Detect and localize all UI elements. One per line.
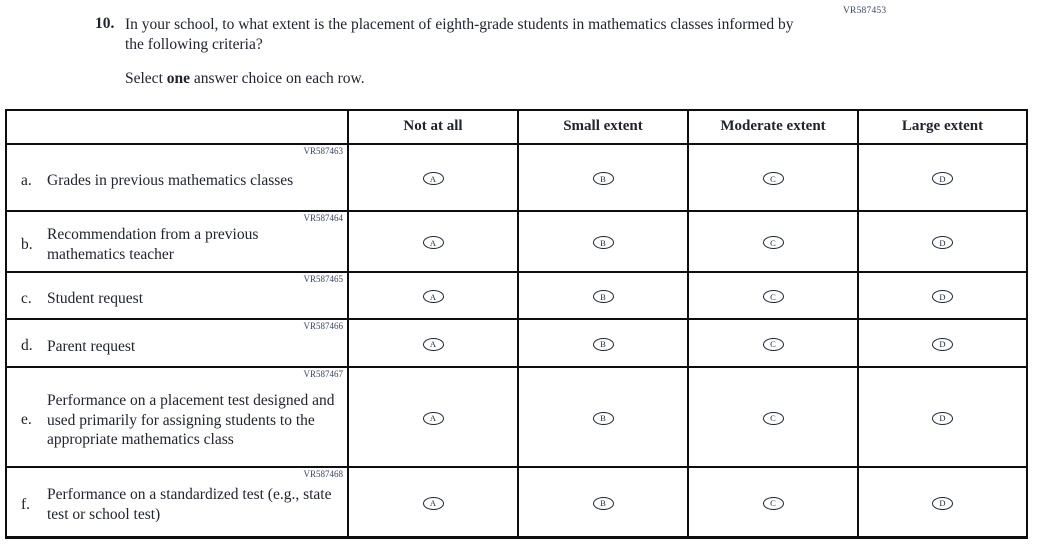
row-code: VR587463 [303, 146, 343, 156]
row-label: Parent request [47, 337, 136, 355]
column-header-large-extent: Large extent [858, 110, 1027, 144]
row-letter: c. [21, 289, 32, 307]
row-label: Performance on a standardized test (e.g., state test or school test) [47, 486, 332, 524]
row-letter: f. [21, 496, 31, 514]
answer-bubble-row-b-not-at-all[interactable]: A [423, 236, 444, 249]
instruction-prefix: Select [125, 69, 167, 87]
row-code: VR587467 [303, 369, 343, 379]
row-label: Student request [47, 290, 143, 308]
row-label: Grades in previous mathematics classes [47, 172, 294, 190]
row-label-cell [6, 319, 348, 367]
column-header-small-extent: Small extent [518, 110, 688, 144]
answer-cell [858, 144, 1027, 211]
row-label-cell [6, 144, 348, 211]
row-label-cell [6, 367, 348, 467]
answer-matrix-table [5, 109, 1028, 539]
answer-cell [518, 211, 688, 272]
answer-cell [858, 319, 1027, 367]
answer-cell [688, 367, 858, 467]
answer-bubble-row-a-large-extent[interactable]: D [932, 172, 953, 185]
question-instruction [125, 70, 835, 88]
answer-cell [348, 211, 518, 272]
answer-bubble-row-f-moderate-extent[interactable]: C [763, 497, 784, 510]
column-header-moderate-extent: Moderate extent [688, 110, 858, 144]
answer-cell [518, 319, 688, 367]
answer-cell [858, 367, 1027, 467]
answer-cell [518, 144, 688, 211]
answer-cell [688, 319, 858, 367]
answer-bubble-row-f-not-at-all[interactable]: A [423, 497, 444, 510]
row-letter: d. [21, 337, 33, 355]
form-code-top: VR587453 [843, 6, 887, 16]
answer-bubble-row-c-moderate-extent[interactable]: C [763, 290, 784, 303]
answer-bubble-row-b-large-extent[interactable]: D [932, 236, 953, 249]
answer-bubble-row-d-moderate-extent[interactable]: C [763, 338, 784, 351]
table-row [6, 367, 1027, 467]
answer-bubble-row-c-small-extent[interactable]: B [593, 290, 614, 303]
answer-bubble-row-d-not-at-all[interactable]: A [423, 338, 444, 351]
instruction-suffix: answer choice on each row. [190, 69, 365, 87]
row-label: Performance on a placement test designed and used primarily for assigning students to the appropriate mathematics class [47, 391, 335, 449]
row-code: VR587464 [303, 213, 343, 223]
answer-cell [518, 367, 688, 467]
answer-cell [348, 467, 518, 537]
row-code: VR587466 [303, 321, 343, 331]
row-letter: b. [21, 235, 33, 253]
header-row [6, 110, 1027, 144]
answer-bubble-row-a-small-extent[interactable]: B [593, 172, 614, 185]
answer-bubble-row-f-small-extent[interactable]: B [593, 497, 614, 510]
answer-cell [348, 367, 518, 467]
question-block [95, 15, 835, 88]
answer-bubble-row-c-not-at-all[interactable]: A [423, 290, 444, 303]
column-header-not-at-all: Not at all [348, 110, 518, 144]
instruction-bold-word: one [166, 69, 190, 87]
answer-bubble-row-e-small-extent[interactable]: B [593, 412, 614, 425]
table-row [6, 211, 1027, 272]
header-empty-cell [6, 110, 348, 144]
row-code: VR587465 [303, 274, 343, 284]
row-label-cell [6, 467, 348, 537]
answer-bubble-row-e-large-extent[interactable]: D [932, 412, 953, 425]
table-row [6, 272, 1027, 319]
row-code: VR587468 [303, 469, 343, 479]
table-row [6, 144, 1027, 211]
question-text: In your school, to what extent is the placement of eighth-grade students in mathematics classes informed by the following criteria? [125, 16, 794, 54]
table-row [6, 467, 1027, 537]
row-label: Recommendation from a previous mathematics teacher [47, 226, 259, 263]
answer-bubble-row-b-small-extent[interactable]: B [593, 236, 614, 249]
answer-cell [688, 144, 858, 211]
answer-bubble-row-b-moderate-extent[interactable]: C [763, 236, 784, 249]
answer-cell [858, 467, 1027, 537]
table-row [6, 319, 1027, 367]
row-label-cell [6, 272, 348, 319]
answer-bubble-row-d-small-extent[interactable]: B [593, 338, 614, 351]
answer-bubble-row-a-not-at-all[interactable]: A [423, 172, 444, 185]
answer-cell [688, 272, 858, 319]
answer-bubble-row-c-large-extent[interactable]: D [932, 290, 953, 303]
answer-cell [688, 211, 858, 272]
answer-cell [348, 144, 518, 211]
answer-bubble-row-e-not-at-all[interactable]: A [423, 412, 444, 425]
answer-cell [688, 467, 858, 537]
answer-cell [858, 272, 1027, 319]
row-letter: e. [21, 411, 32, 429]
answer-bubble-row-a-moderate-extent[interactable]: C [763, 172, 784, 185]
answer-bubble-row-d-large-extent[interactable]: D [932, 338, 953, 351]
answer-bubble-row-e-moderate-extent[interactable]: C [763, 412, 784, 425]
question-number: 10. [95, 15, 115, 32]
answer-bubble-row-f-large-extent[interactable]: D [932, 497, 953, 510]
answer-cell [348, 319, 518, 367]
answer-cell [518, 272, 688, 319]
row-letter: a. [21, 171, 32, 189]
row-label-cell [6, 211, 348, 272]
answer-cell [858, 211, 1027, 272]
answer-cell [348, 272, 518, 319]
answer-cell [518, 467, 688, 537]
